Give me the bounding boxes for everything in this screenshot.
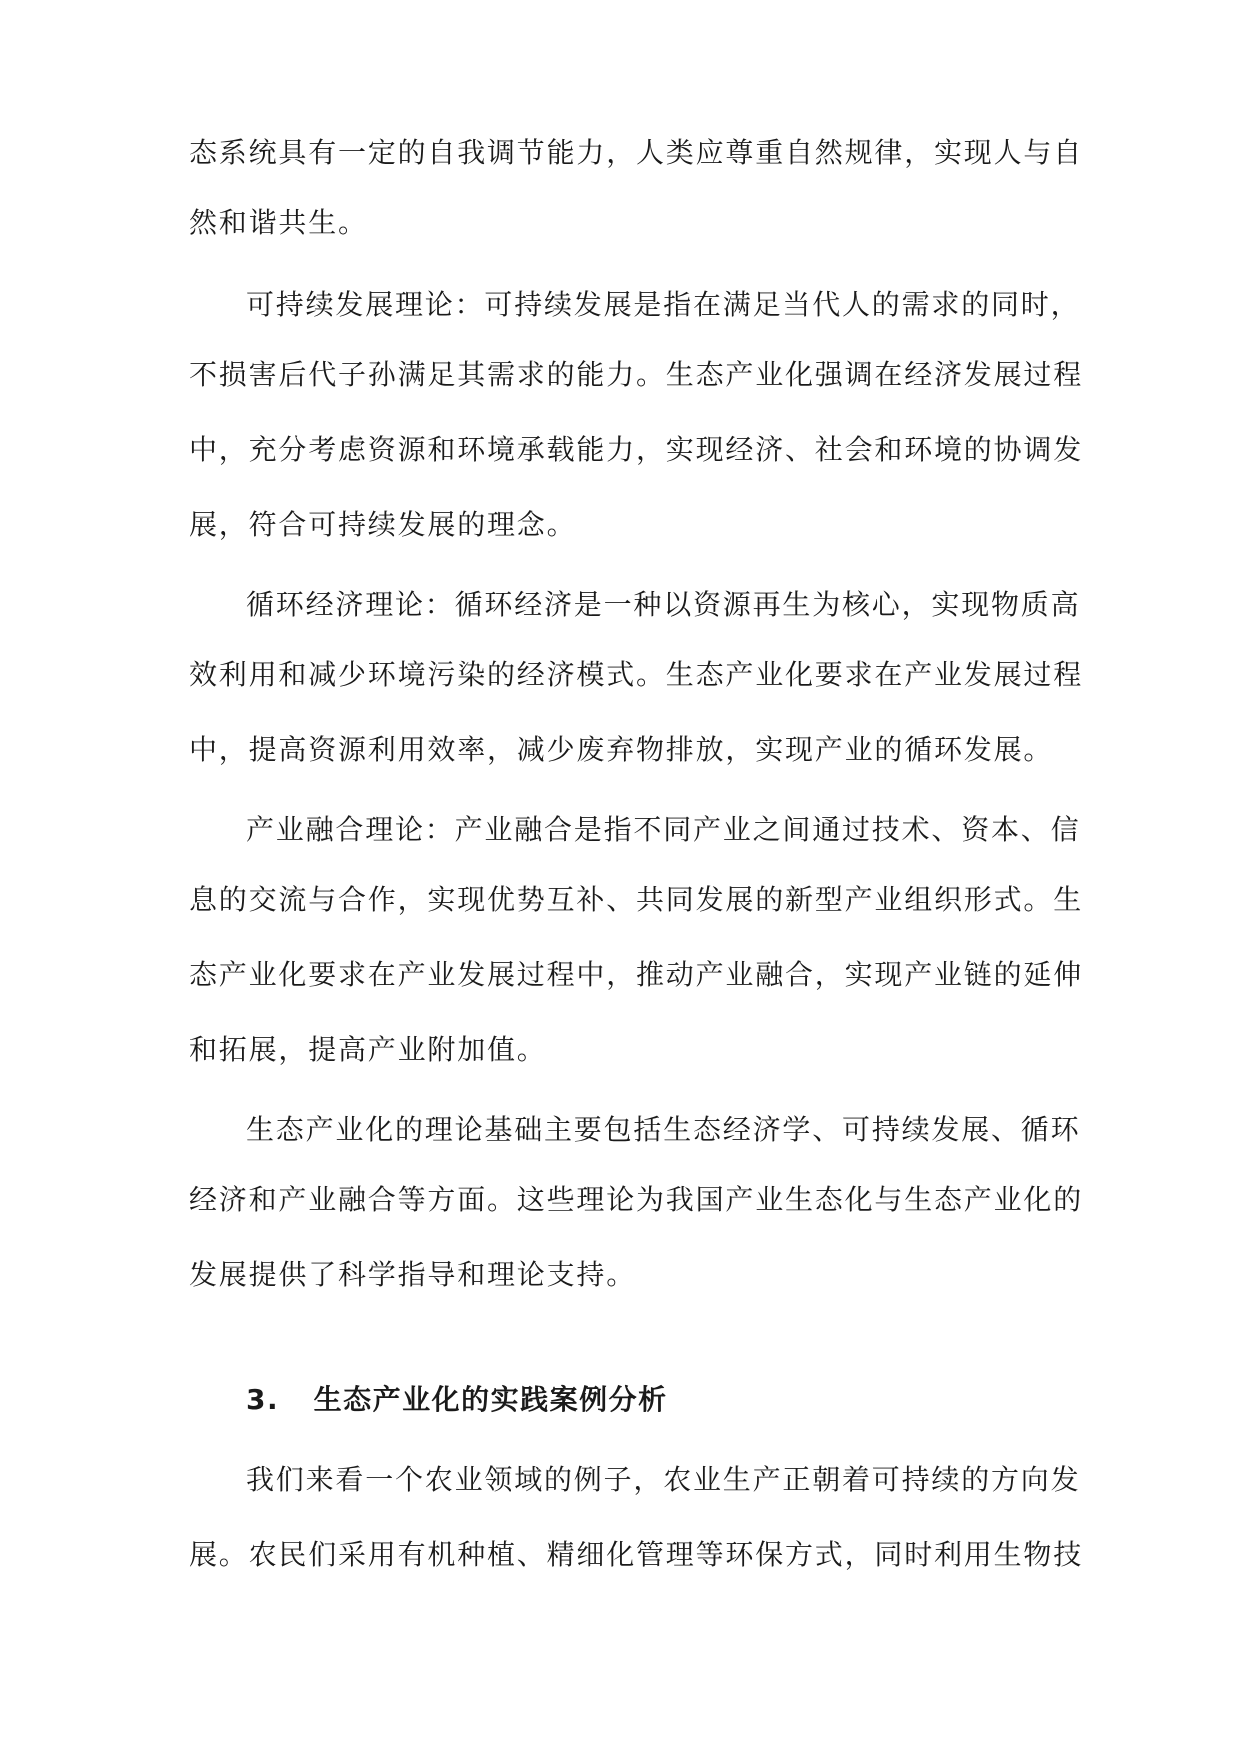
paragraph-4-line-2: 息的交流与合作，实现优势互补、共同发展的新型产业组织形式。生 [189,883,1084,916]
paragraph-6-line-2: 展。农民们采用有机种植、精细化管理等环保方式，同时利用生物技 [189,1538,1084,1571]
paragraph-5-line-2: 经济和产业融合等方面。这些理论为我国产业生态化与生态产业化的 [189,1183,1084,1216]
paragraph-2-line-4: 展，符合可持续发展的理念。 [189,508,577,541]
paragraph-5-line-3: 发展提供了科学指导和理论支持。 [189,1258,637,1291]
paragraph-2-line-3: 中，充分考虑资源和环境承载能力，实现经济、社会和环境的协调发 [189,433,1084,466]
paragraph-4-line-4: 和拓展，提高产业附加值。 [189,1033,547,1066]
paragraph-3-line-2: 效利用和减少环境污染的经济模式。生态产业化要求在产业发展过程 [189,658,1084,691]
paragraph-3-line-3: 中，提高资源利用效率，减少废弃物排放，实现产业的循环发展。 [189,733,1054,766]
section-number: 3. [246,1383,280,1416]
paragraph-5-line-1: 生态产业化的理论基础主要包括生态经济学、可持续发展、循环 [246,1113,1081,1146]
paragraph-2-line-1: 可持续发展理论：可持续发展是指在满足当代人的需求的同时， [246,288,1081,321]
section-title: 生态产业化的实践案例分析 [313,1383,668,1416]
paragraph-4-line-3: 态产业化要求在产业发展过程中，推动产业融合，实现产业链的延伸 [189,958,1084,991]
paragraph-3-line-1: 循环经济理论：循环经济是一种以资源再生为核心，实现物质高 [246,588,1081,621]
section-heading [246,1380,668,1420]
paragraph-1-line-2: 然和谐共生。 [189,206,368,239]
paragraph-4-line-1: 产业融合理论：产业融合是指不同产业之间通过技术、资本、信 [246,813,1081,846]
paragraph-6-line-1: 我们来看一个农业领域的例子，农业生产正朝着可持续的方向发 [246,1463,1081,1496]
paragraph-1-line-1: 态系统具有一定的自我调节能力，人类应尊重自然规律，实现人与自 [189,136,1084,169]
paragraph-2-line-2: 不损害后代子孙满足其需求的能力。生态产业化强调在经济发展过程 [189,358,1084,391]
